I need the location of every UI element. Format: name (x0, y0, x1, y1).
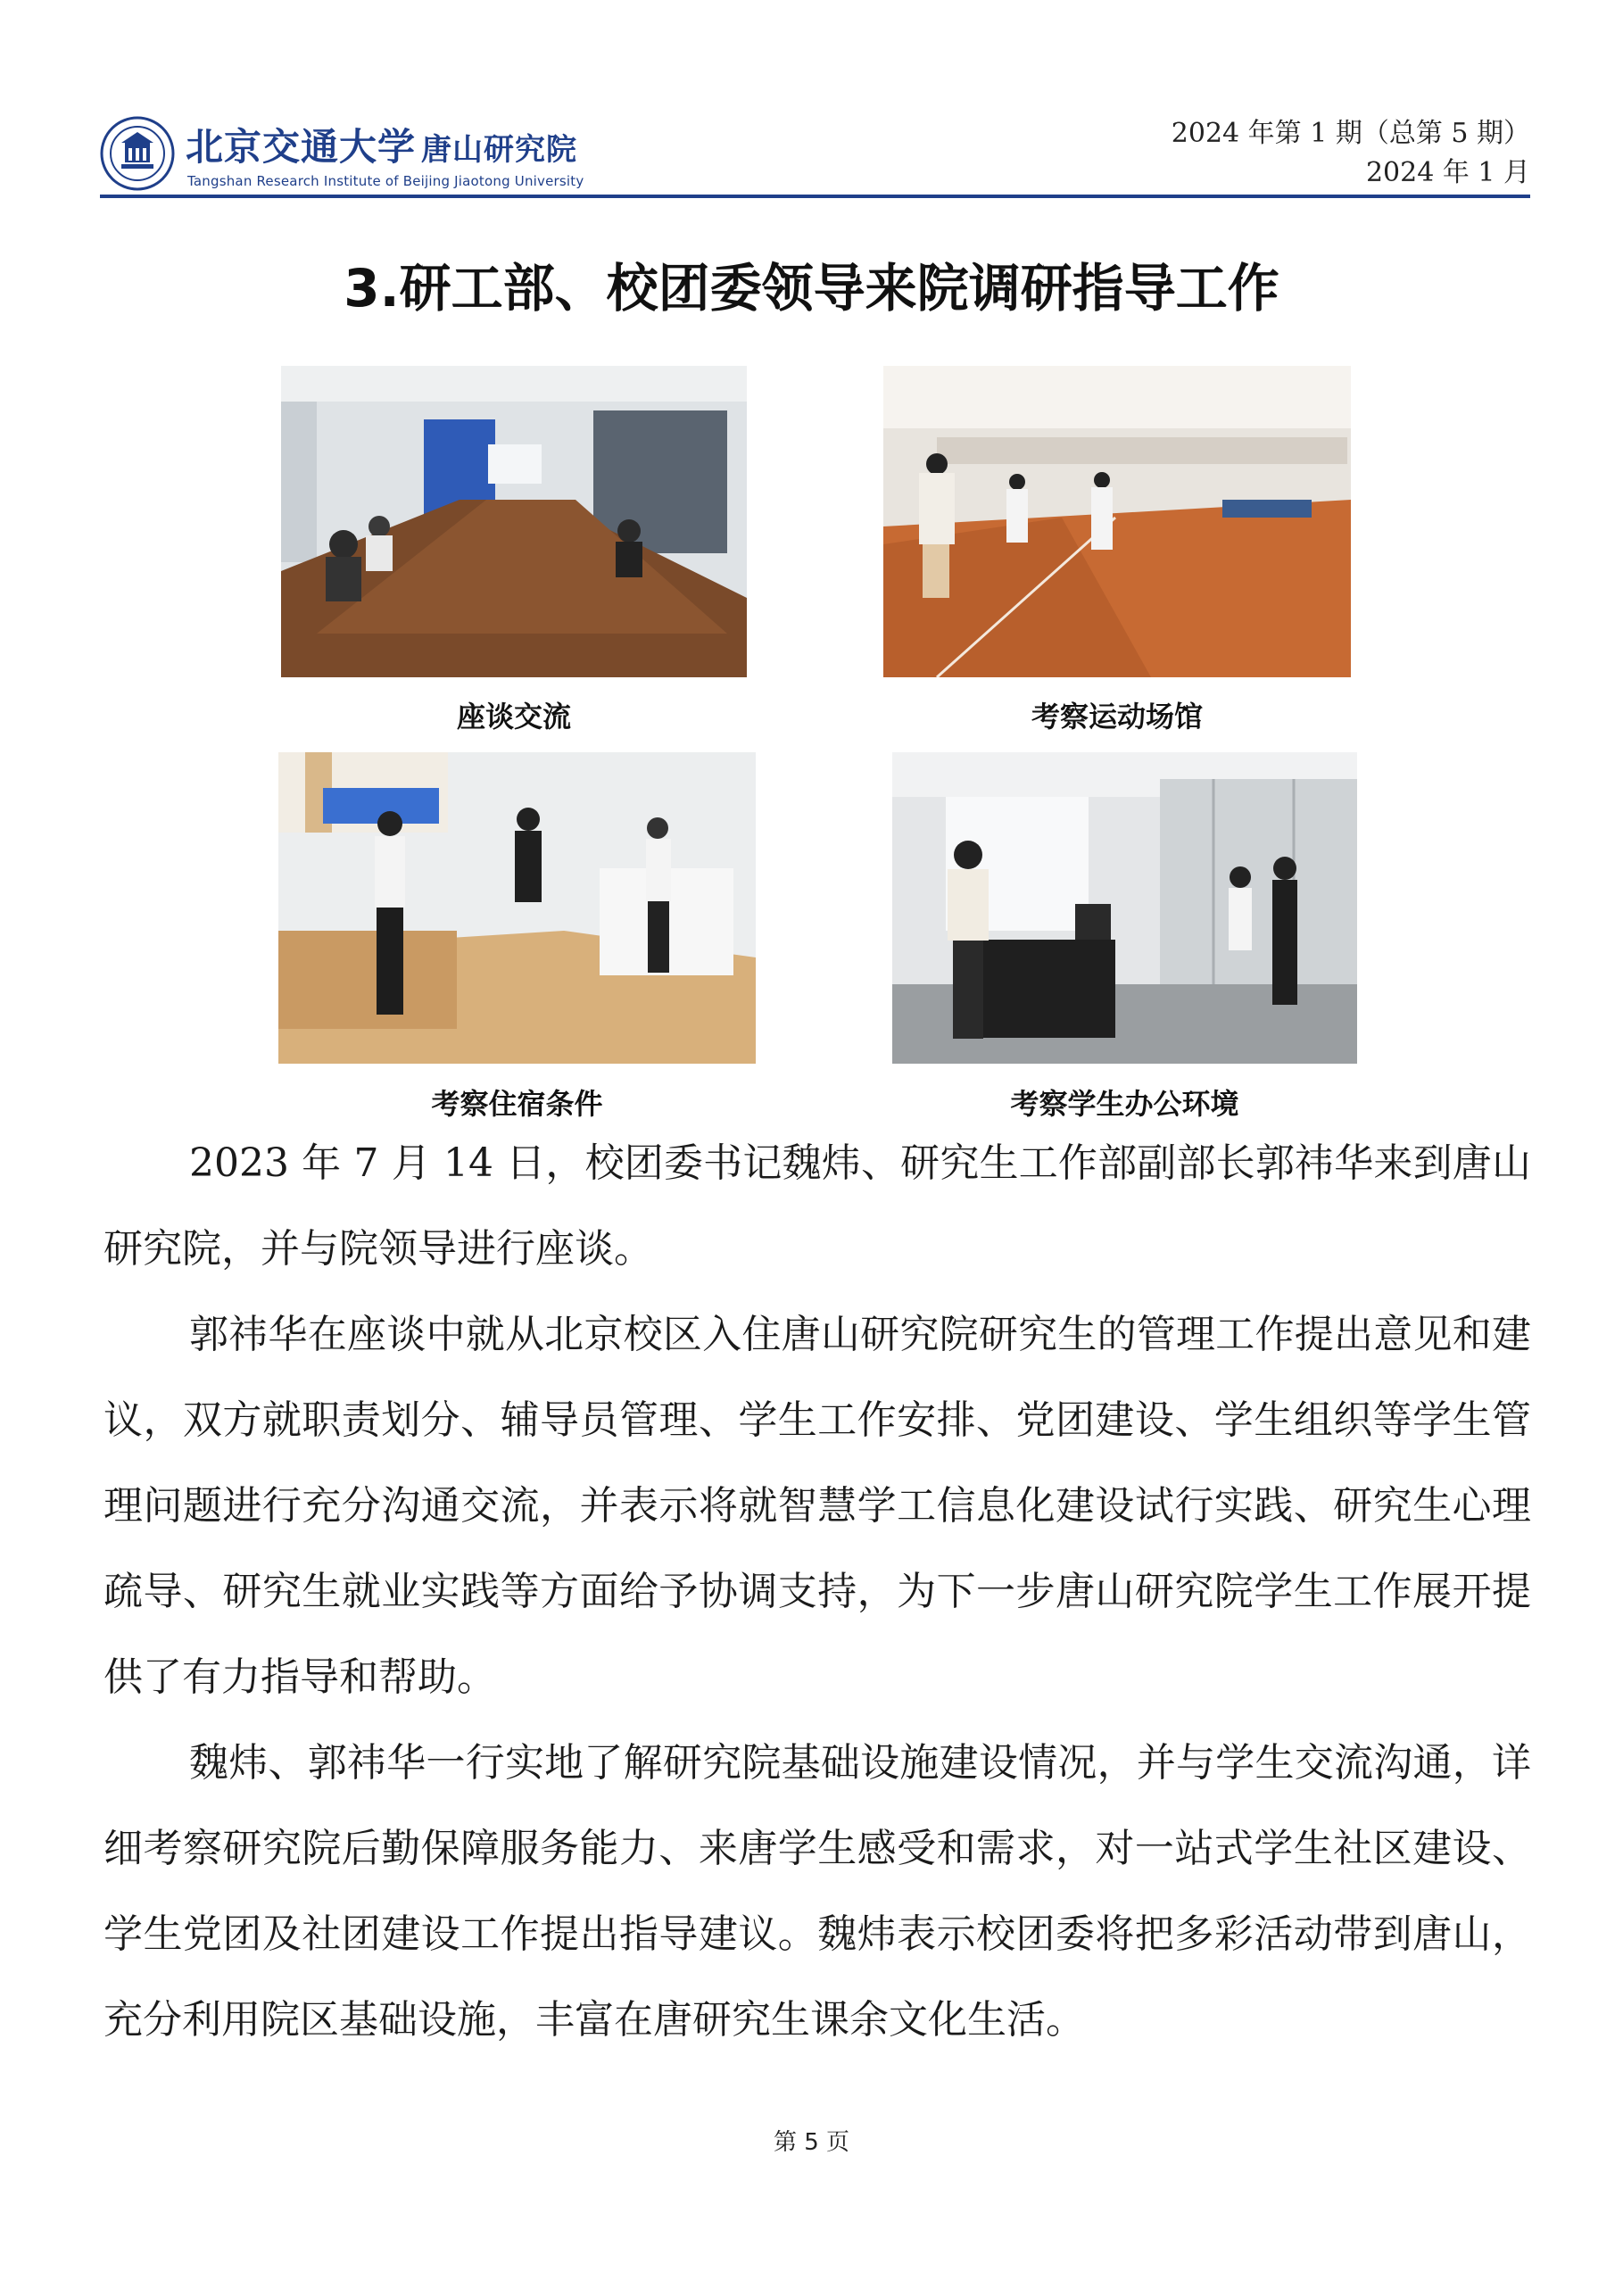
photo-caption: 考察住宿条件 (431, 1087, 603, 1121)
issue-info (1172, 114, 1530, 193)
issue-number: 2024 年第 1 期（总第 5 期） (1171, 118, 1530, 149)
page-number: 第 5 页 (773, 2129, 850, 2156)
photo-caption: 座谈交流 (456, 700, 571, 734)
photo-caption: 考察运动场馆 (1031, 700, 1203, 734)
body-paragraph: 郭祎华在座谈中就从北京校区入住唐山研究院研究生的管理工作提出意见和建议，双方就职责划分、辅导员管理、学生工作安排、党团建设、学生组织等学生管理问题进行充分沟通交流，并表示将就智慧学工信息化建设试行实践、研究生心理疏导、研究生就业实践等方面给予协调支持，为下一步唐山研究院学生工作展开提供了有力指导和帮助。 (104, 1312, 1531, 1700)
logo-cn-sub: 唐山研究院 (421, 132, 578, 168)
photo-office (892, 752, 1357, 1064)
page-header (100, 114, 1530, 200)
issue-date: 2024 年 1 月 (1365, 157, 1530, 188)
university-seal-icon (100, 116, 175, 191)
logo-en-name: Tangshan Research Institute of Beijing Jiaotong University (187, 173, 584, 189)
photo-dormitory (278, 752, 756, 1064)
body-paragraph: 2023 年 7 月 14 日，校团委书记魏炜、研究生工作部副部长郭祎华来到唐山研究院，并与院领导进行座谈。 (104, 1140, 1531, 1272)
photo-gym (883, 366, 1351, 677)
article-title: 3.研工部、校团委领导来院调研指导工作 (344, 258, 1279, 319)
logo-wordmark (186, 118, 577, 171)
photo-caption: 考察学生办公环境 (1010, 1087, 1239, 1121)
body-paragraph: 魏炜、郭祎华一行实地了解研究院基础设施建设情况，并与学生交流沟通，详细考察研究院后勤保障服务能力、来唐学生感受和需求，对一站式学生社区建设、学生党团及社团建设工作提出指导建议。魏炜表示校团委将把多彩活动带到唐山，充分利用院区基础设施，丰富在唐研究生课余文化生活。 (104, 1740, 1531, 2043)
logo-cn-name: 北京交通大学 (186, 125, 417, 169)
photo-meeting (281, 366, 747, 677)
header-divider (100, 195, 1530, 198)
